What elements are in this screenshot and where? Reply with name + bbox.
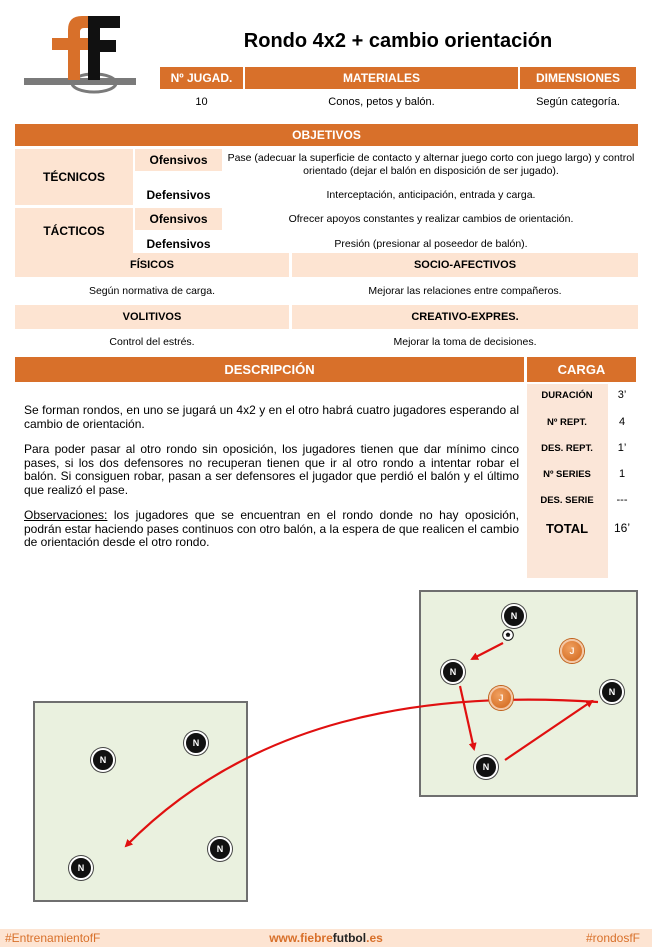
carga-label-duracion: DURACIÓN (541, 389, 593, 401)
carga-value-des-rept: 1’ (617, 442, 627, 454)
footer-website-post: .es (366, 931, 383, 945)
pass-arrow-3 (505, 701, 592, 760)
footer-website-bold: futbol (332, 931, 367, 945)
player-neutral: N (208, 837, 232, 861)
header-materiales: MATERIALES (245, 67, 518, 89)
carga-value-num-series: 1 (618, 468, 626, 480)
descripcion-header: DESCRIPCIÓN (15, 357, 524, 382)
tacticos-ofensivos-label: Ofensivos (135, 208, 222, 230)
player-neutral: N (91, 748, 115, 772)
descripcion-paragraph-1: Se forman rondos, en uno se jugará un 4x2 y en el otro habrá cuatro jugadores esperando al cambio de orientación. (24, 403, 519, 431)
carga-value-duracion: 3’ (617, 389, 627, 401)
carga-label-des-serie: DES. SERIE (540, 494, 594, 506)
player-neutral: N (184, 731, 208, 755)
carga-value-num-rept: 4 (618, 416, 626, 428)
tecnicos-defensivos-text: Interceptación, anticipación, entrada y carga. (326, 189, 536, 201)
carga-value-des-serie: --- (616, 494, 628, 506)
switch-orientation-arrow (126, 700, 598, 846)
carga-label-num-rept: Nº REPT. (547, 416, 587, 428)
tecnicos-ofensivos-text: Pase (adecuar la superficie de contacto y alternar juego corto con juego largo) y control orientado (dejar el balón en disposición de ser jugado). (227, 152, 635, 177)
footer-hashtag-left: #EntrenamientofF (5, 931, 101, 945)
observaciones-text: los jugadores que se encuentran en el rondo donde no hay oposición, podrán estar haciendo pases continuos con otro balón, a la espera de que realicen el cambio de orientación desde el otro rondo. (24, 508, 519, 549)
tecnicos-label: TÉCNICOS (15, 149, 133, 205)
descripcion-paragraph-2: Para poder pasar al otro rondo sin oposición, los jugadores tienen que dar mínimo cinco pases, si los dos defensores no recuperan tienen que ir al otro rondo a intentar robar el balón. Si consiguen robar, pasan a ser defensores el jugador que perdió el balón y el último que realizó el pase. (24, 442, 519, 497)
player-neutral: N (441, 660, 465, 684)
carga-label-num-series: Nº SERIES (543, 468, 591, 480)
ball-icon (502, 629, 514, 641)
fisicos-label: FÍSICOS (15, 253, 289, 277)
player-neutral: N (600, 680, 624, 704)
carga-total-label: TOTAL (545, 520, 589, 536)
socio-afectivos-label: SOCIO-AFECTIVOS (292, 253, 638, 277)
pass-arrow-1 (472, 643, 503, 659)
player-defender: J (560, 639, 584, 663)
tacticos-defensivos-label: Defensivos (146, 237, 211, 251)
volitivos-text: Control del estrés. (109, 336, 195, 348)
creativo-expres-text: Mejorar la toma de decisiones. (393, 336, 537, 348)
page-title: Rondo 4x2 + cambio orientación (243, 30, 553, 52)
carga-total-value: 16’ (613, 521, 630, 535)
player-neutral: N (502, 604, 526, 628)
value-materiales: Conos, petos y balón. (328, 96, 435, 108)
header-dimensiones: DIMENSIONES (520, 67, 636, 89)
pass-arrow-2 (460, 686, 474, 749)
footer-website-pre: www.fiebre (269, 931, 333, 945)
footer-hashtag-right: #rondosfF (585, 931, 640, 945)
tacticos-ofensivos-text: Ofrecer apoyos constantes y realizar cambios de orientación. (288, 213, 574, 225)
value-num-jugadores: 10 (195, 96, 208, 108)
header-num-jugadores: Nº JUGAD. (160, 67, 243, 89)
player-neutral: N (474, 755, 498, 779)
player-neutral: N (69, 856, 93, 880)
carga-label-des-rept: DES. REPT. (541, 442, 593, 454)
tacticos-defensivos-text: Presión (presionar al poseedor de balón). (334, 238, 528, 250)
tecnicos-ofensivos-label: Ofensivos (135, 149, 222, 171)
value-dimensiones: Según categoría. (536, 96, 620, 108)
volitivos-label: VOLITIVOS (15, 305, 289, 329)
observaciones-label: Observaciones: (24, 508, 108, 522)
tacticos-label: TÁCTICOS (15, 208, 133, 254)
socio-afectivos-text: Mejorar las relaciones entre compañeros. (368, 285, 562, 297)
creativo-expres-label: CREATIVO-EXPRES. (292, 305, 638, 329)
player-defender: J (489, 686, 513, 710)
tecnicos-defensivos-label: Defensivos (146, 188, 211, 202)
objetivos-header: OBJETIVOS (15, 124, 638, 146)
footer-website (0, 931, 652, 945)
carga-header: CARGA (527, 357, 636, 382)
fisicos-text: Según normativa de carga. (88, 285, 216, 297)
